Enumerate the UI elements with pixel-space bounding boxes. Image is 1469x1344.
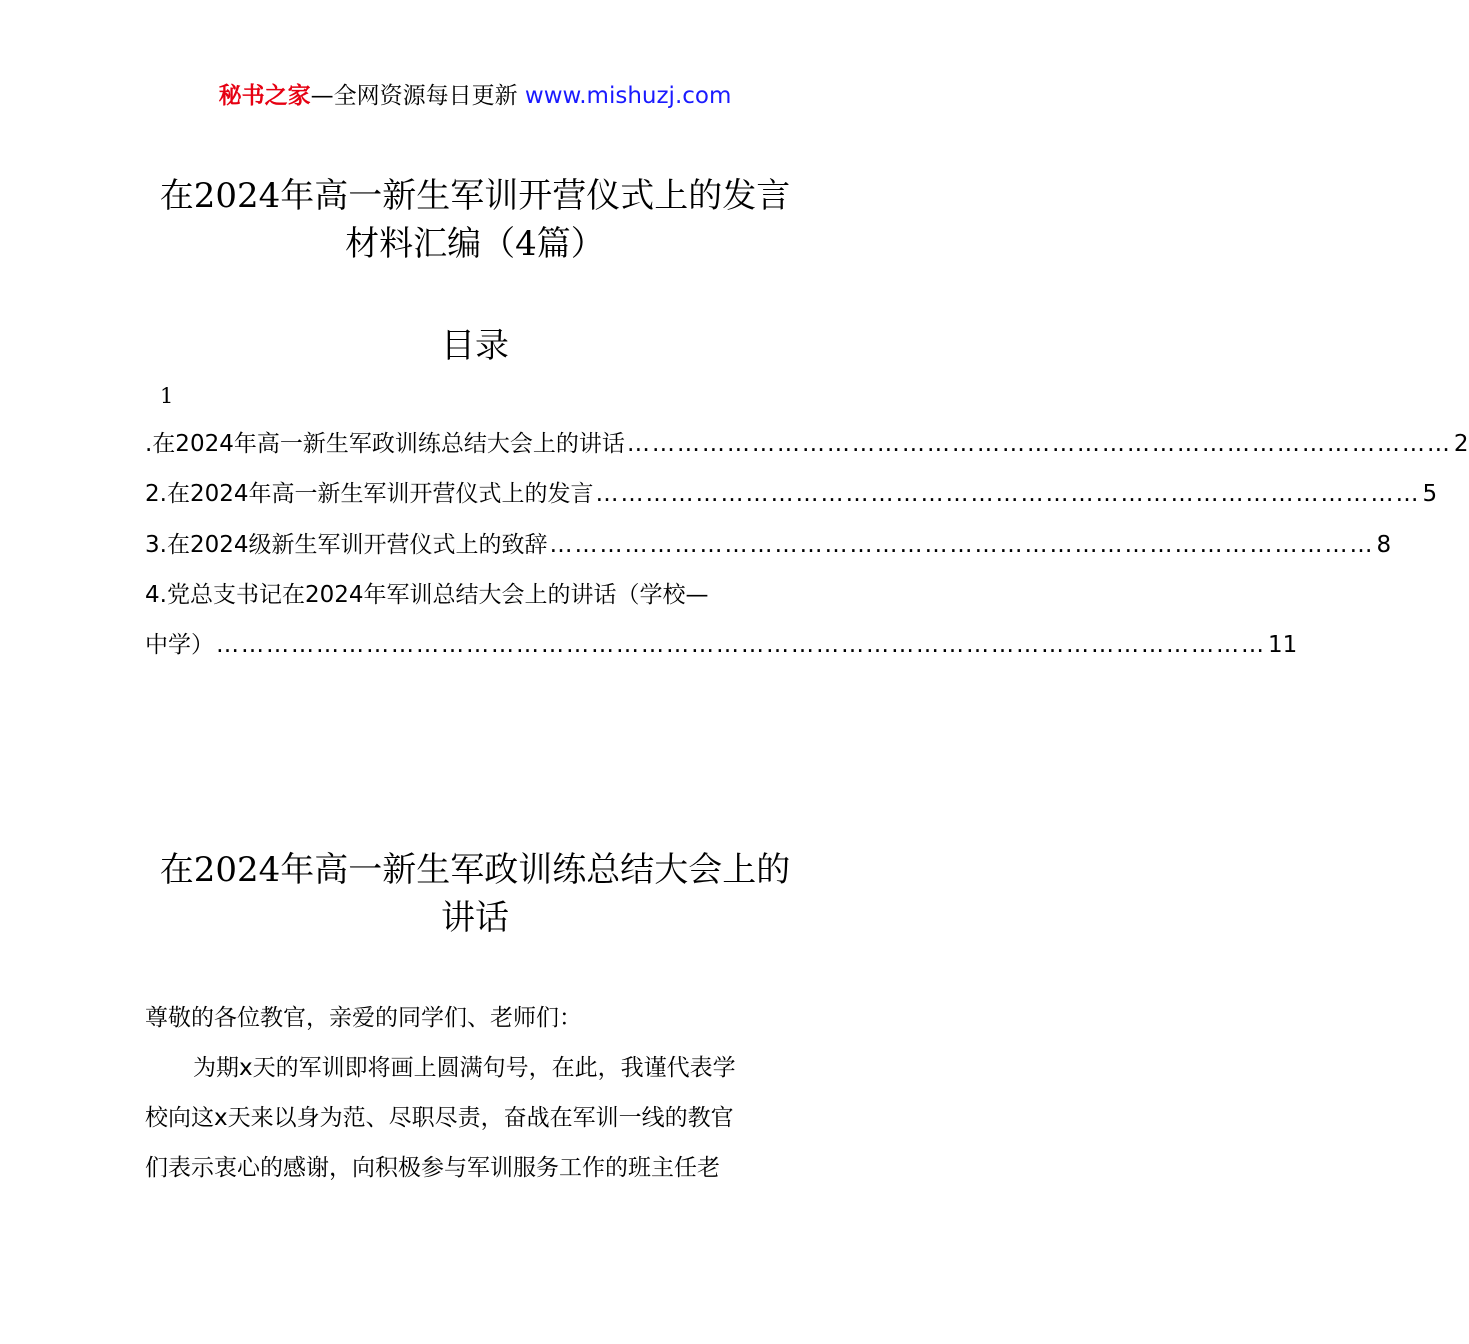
- toc-leader: ………………………………………………………………………………………: [549, 532, 1375, 558]
- toc-item-text: 中学）: [145, 632, 214, 658]
- document-title: [145, 172, 805, 268]
- toc-item-text: 2.在2024年高一新生军训开营仪式上的发言: [145, 481, 594, 507]
- toc-item-page: 5: [1422, 481, 1438, 507]
- site-url-link[interactable]: www.mishuzj.com: [524, 83, 732, 109]
- toc-item-page: 11: [1268, 632, 1298, 658]
- document-title-line1: 在2024年高一新生军训开营仪式上的发言: [159, 176, 791, 216]
- toc-number: 1: [160, 384, 174, 408]
- toc-item-text: 4.党总支书记在2024年军训总结大会上的讲话（学校—: [145, 582, 709, 608]
- brand-name: 秘书之家: [218, 83, 311, 109]
- document-title-line2: 材料汇编（4篇）: [345, 224, 605, 264]
- toc-item[interactable]: [145, 529, 1392, 561]
- toc-item[interactable]: [145, 579, 805, 611]
- header-tagline: —全网资源每日更新: [310, 83, 518, 109]
- toc-heading: 目录: [441, 326, 509, 366]
- paragraph-line: 们表示衷心的感谢，向积极参与军训服务工作的班主任老: [145, 1155, 720, 1181]
- toc-item-text: 3.在2024级新生军训开营仪式上的致辞: [145, 532, 548, 558]
- site-header: [0, 80, 950, 112]
- toc-item-page: 2: [1453, 431, 1469, 457]
- toc-leader: ………………………………………………………………………………………………………………: [216, 632, 1266, 658]
- toc-item[interactable]: [145, 478, 1438, 510]
- toc-item-page: 8: [1376, 532, 1392, 558]
- toc-item[interactable]: [145, 629, 1298, 661]
- toc-item[interactable]: [145, 428, 1469, 460]
- paragraph-line: 校向这x天来以身为范、尽职尽责，奋战在军训一线的教官: [145, 1105, 734, 1131]
- toc-leader: ………………………………………………………………………………………: [626, 431, 1452, 457]
- section-title: [145, 846, 805, 942]
- section-title-line2: 讲话: [441, 898, 509, 938]
- section-title-line1: 在2024年高一新生军政训练总结大会上的: [159, 850, 791, 890]
- toc-leader: ………………………………………………………………………………………: [595, 481, 1421, 507]
- toc-item-text: .在2024年高一新生军政训练总结大会上的讲话: [145, 431, 625, 457]
- salutation: 尊敬的各位教官，亲爱的同学们、老师们：: [145, 1005, 582, 1031]
- paragraph-line: 为期x天的军训即将画上圆满句号，在此，我谨代表学: [193, 1055, 736, 1081]
